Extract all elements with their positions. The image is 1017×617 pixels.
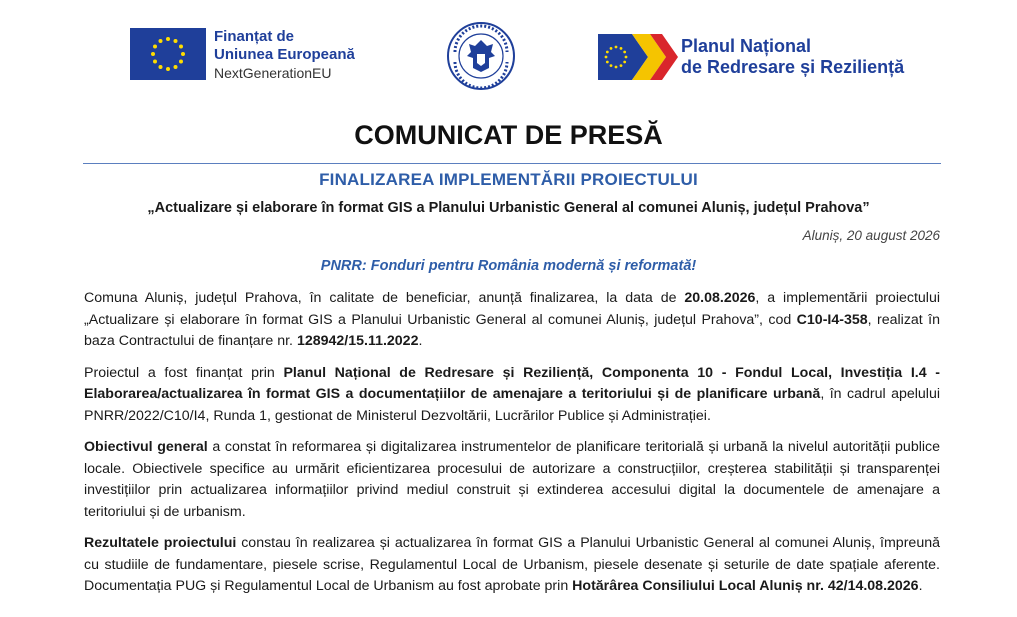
project-title: „Actualizare și elaborare în format GIS a Planului Urbanistic General al comunei Aluniș, județul Prahova” xyxy=(147,200,870,216)
pnrr-text-line2: de Redresare și Reziliență xyxy=(681,57,905,77)
date-line: Aluniș, 20 august 2026 xyxy=(802,228,940,243)
paragraph-beneficiary: Comuna Aluniș, județul Prahova, în calitate de beneficiar, anunță finalizarea, la data de 20.08.2026, a implementării proiectului „Actualizare și elaborare în format GIS a Planului Urbanistic General al comunei Aluniș, județul Prahova”, cod C10-I4-358, realizat în baza Contractului de finanțare nr. 128942/15.11.2022. xyxy=(84,290,940,349)
logo-header xyxy=(0,0,1017,100)
eu-flag-icon xyxy=(130,28,206,80)
eu-funding-logo xyxy=(130,28,355,82)
title-divider xyxy=(83,163,941,164)
pnrr-flag-icon xyxy=(598,34,678,80)
eu-text-line3: NextGenerationEU xyxy=(214,65,332,81)
pnrr-text-line1: Planul Național xyxy=(681,36,812,56)
page-subtitle: FINALIZAREA IMPLEMENTĂRII PROIECTULUI xyxy=(319,170,698,189)
paragraph-objective: Obiectivul general a constat în reformarea și digitalizarea instrumentelor de planificare teritorială și urbană la nivelul autorității publice locale. Obiectivele specifice au urmărit eficientizarea procesului de autorizare a construcțiilor, creșterea stabilității și transparenței investițiilor prin actualizarea informațiilor privind mediul construit și extinderea accesului digital la documentele de amenajare a teritoriului și de urbanism. xyxy=(84,439,940,520)
eu-text-line1: Finanțat de xyxy=(214,28,295,45)
paragraph-results: Rezultatele proiectului constau în realizarea și actualizarea în format GIS a Planului Urbanistic General al comunei Aluniș, împreună cu studiile de fundamentare, piesele scrise, Regulamentul Local de Urbanism, piesele desenate și seturile de date spațiale aferente. Documentația PUG și Regulamentul Local de Urbanism au fost aprobate prin Hotărârea Consiliului Local Aluniș nr. 42/14.08.2026. xyxy=(84,535,940,594)
paragraph-financing: Proiectul a fost finanțat prin Planul Național de Redresare și Reziliență, Componenta 10 - Fondul Local, Investiția I.4 - Elaborarea/actualizarea în format GIS a documentațiilor de amenajare a teritoriului și de planificare urbană, în cadrul apelului PNRR/2022/C10/I4, Runda 1, gestionat de Ministerul Dezvoltării, Lucrărilor Publice și Administrației. xyxy=(84,364,940,424)
press-release-body xyxy=(84,288,940,608)
pnrr-logo xyxy=(598,34,904,80)
eu-text-line2: Uniunea Europeană xyxy=(214,46,355,63)
guvernul-romaniei-seal-icon xyxy=(447,22,515,90)
slogan: PNRR: Fonduri pentru România modernă și reformată! xyxy=(320,258,697,274)
page-title: COMUNICAT DE PRESĂ xyxy=(354,120,663,150)
